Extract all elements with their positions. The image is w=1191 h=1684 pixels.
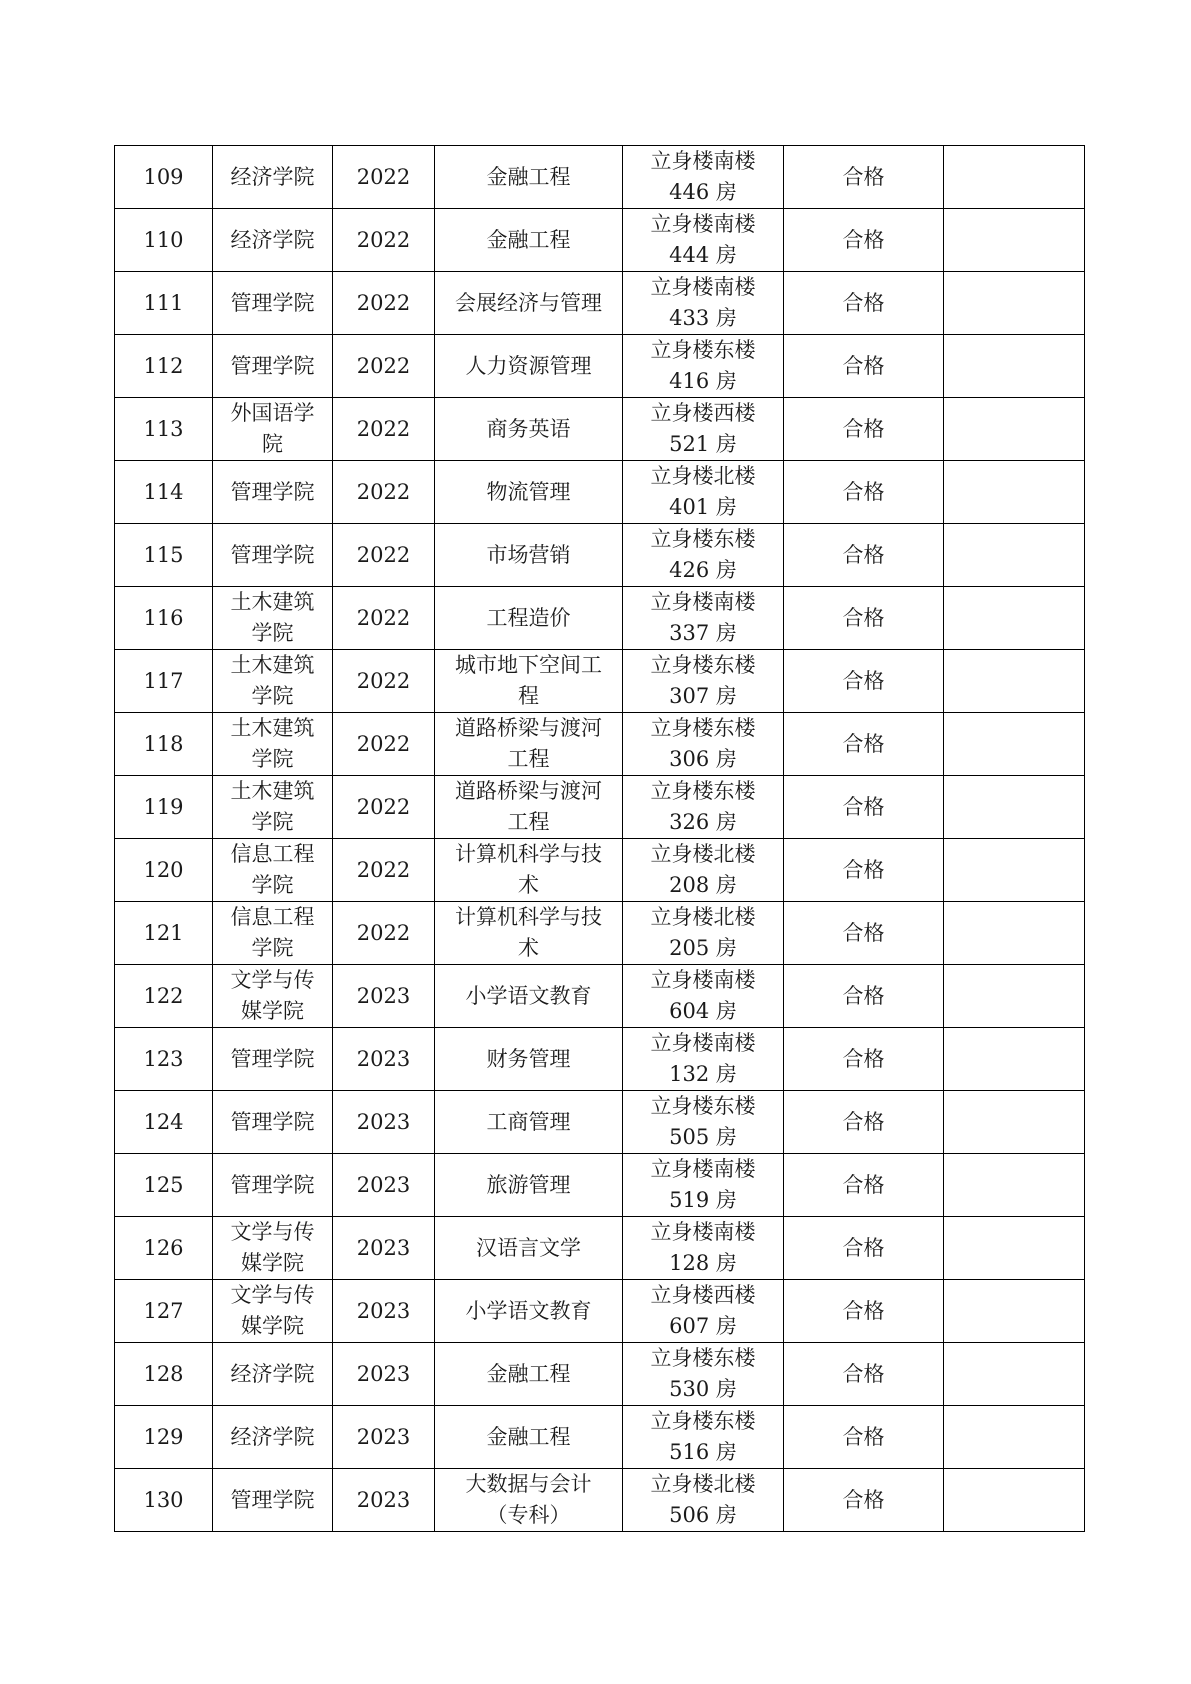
- cell-note: [944, 1028, 1085, 1091]
- cell-college: [213, 1091, 333, 1154]
- cell-room-line: 401 房: [669, 495, 737, 519]
- cell-college-line: 土木建筑: [230, 590, 315, 614]
- cell-number: 124: [115, 1091, 213, 1154]
- cell-year: 2023: [333, 1406, 435, 1469]
- cell-room-line: 307 房: [669, 684, 737, 708]
- cell-note: [944, 1280, 1085, 1343]
- cell-room: [623, 272, 784, 335]
- cell-major: [435, 776, 623, 839]
- cell-year: 2023: [333, 1091, 435, 1154]
- cell-college-line: 管理学院: [230, 353, 315, 378]
- cell-note: [944, 902, 1085, 965]
- table-row: [115, 1406, 1085, 1469]
- cell-major: [435, 1343, 623, 1406]
- cell-number: 119: [115, 776, 213, 839]
- cell-room: [623, 839, 784, 902]
- cell-number: 122: [115, 965, 213, 1028]
- cell-college-line: 学院: [251, 873, 294, 897]
- cell-major: [435, 335, 623, 398]
- table-row: [115, 587, 1085, 650]
- cell-major-line: 金融工程: [486, 227, 571, 252]
- cell-room-line: 607 房: [669, 1314, 737, 1338]
- cell-number: 118: [115, 713, 213, 776]
- cell-number: 113: [115, 398, 213, 461]
- cell-room-line: 444 房: [669, 243, 737, 267]
- cell-number: 121: [115, 902, 213, 965]
- cell-college: [213, 1280, 333, 1343]
- cell-room: [623, 1154, 784, 1217]
- cell-room-line: 立身楼南楼: [650, 968, 756, 992]
- cell-major-line: 金融工程: [486, 1361, 571, 1386]
- table-row: [115, 1091, 1085, 1154]
- table-row: [115, 335, 1085, 398]
- cell-note: [944, 209, 1085, 272]
- cell-major-line: 工商管理: [486, 1109, 571, 1134]
- cell-major-line: 金融工程: [486, 1424, 571, 1449]
- cell-college-line: 文学与传: [230, 968, 315, 992]
- cell-year: 2023: [333, 1028, 435, 1091]
- cell-result: 合格: [784, 1406, 944, 1469]
- cell-note: [944, 524, 1085, 587]
- cell-room: [623, 1469, 784, 1532]
- cell-room-line: 立身楼东楼: [650, 653, 756, 677]
- cell-college: [213, 524, 333, 587]
- cell-major-line: 大数据与会计: [465, 1472, 592, 1496]
- cell-major: [435, 1154, 623, 1217]
- cell-major-line: 物流管理: [486, 479, 571, 504]
- cell-room-line: 208 房: [669, 873, 737, 897]
- cell-note: [944, 146, 1085, 209]
- table-row: [115, 1028, 1085, 1091]
- cell-major-line: 术: [518, 873, 539, 897]
- cell-year: 2022: [333, 524, 435, 587]
- cell-major-line: 术: [518, 936, 539, 960]
- cell-major: [435, 839, 623, 902]
- cell-result: 合格: [784, 209, 944, 272]
- table-row: [115, 1154, 1085, 1217]
- cell-note: [944, 839, 1085, 902]
- cell-result: 合格: [784, 1343, 944, 1406]
- cell-major-line: 旅游管理: [486, 1172, 571, 1197]
- cell-year: 2023: [333, 965, 435, 1028]
- cell-college-line: 经济学院: [230, 1361, 315, 1386]
- cell-room-line: 416 房: [669, 369, 737, 393]
- cell-college-line: 经济学院: [230, 227, 315, 252]
- cell-major-line: 工程: [507, 747, 550, 771]
- cell-number: 120: [115, 839, 213, 902]
- cell-result: 合格: [784, 1091, 944, 1154]
- cell-room-line: 506 房: [669, 1503, 737, 1527]
- cell-major: [435, 1091, 623, 1154]
- cell-result: 合格: [784, 335, 944, 398]
- cell-college-line: 管理学院: [230, 1046, 315, 1071]
- cell-major: [435, 398, 623, 461]
- cell-room: [623, 1280, 784, 1343]
- cell-college-line: 管理学院: [230, 290, 315, 315]
- cell-year: 2022: [333, 398, 435, 461]
- cell-note: [944, 1217, 1085, 1280]
- cell-room-line: 立身楼东楼: [650, 716, 756, 740]
- table-row: [115, 146, 1085, 209]
- table-row: [115, 1217, 1085, 1280]
- cell-room-line: 205 房: [669, 936, 737, 960]
- table-row: [115, 902, 1085, 965]
- cell-note: [944, 965, 1085, 1028]
- cell-note: [944, 587, 1085, 650]
- cell-room: [623, 1091, 784, 1154]
- table-row: [115, 1343, 1085, 1406]
- cell-major-line: 道路桥梁与渡河: [455, 779, 602, 803]
- table-row: [115, 272, 1085, 335]
- cell-number: 110: [115, 209, 213, 272]
- cell-college: [213, 1343, 333, 1406]
- cell-result: 合格: [784, 776, 944, 839]
- cell-room-line: 立身楼西楼: [650, 401, 756, 425]
- cell-college: [213, 209, 333, 272]
- cell-note: [944, 461, 1085, 524]
- cell-result: 合格: [784, 1280, 944, 1343]
- cell-college-line: 学院: [251, 810, 294, 834]
- cell-year: 2022: [333, 650, 435, 713]
- cell-major: [435, 461, 623, 524]
- cell-year: 2022: [333, 209, 435, 272]
- cell-number: 129: [115, 1406, 213, 1469]
- cell-room: [623, 713, 784, 776]
- cell-college: [213, 272, 333, 335]
- cell-room-line: 立身楼东楼: [650, 1094, 756, 1118]
- cell-year: 2023: [333, 1154, 435, 1217]
- cell-major-line: 市场营销: [486, 542, 571, 567]
- cell-major-line: 人力资源管理: [465, 353, 592, 378]
- cell-room-line: 立身楼南楼: [650, 149, 756, 173]
- cell-year: 2022: [333, 776, 435, 839]
- cell-major: [435, 1406, 623, 1469]
- cell-college-line: 外国语学: [230, 401, 315, 425]
- cell-number: 111: [115, 272, 213, 335]
- cell-room-line: 立身楼北楼: [650, 1472, 756, 1496]
- cell-college-line: 管理学院: [230, 542, 315, 567]
- cell-room-line: 505 房: [669, 1125, 737, 1149]
- cell-major-line: 计算机科学与技: [455, 842, 602, 866]
- table-row: [115, 650, 1085, 713]
- cell-major-line: 小学语文教育: [465, 983, 592, 1008]
- cell-room: [623, 209, 784, 272]
- cell-major: [435, 650, 623, 713]
- cell-result: 合格: [784, 524, 944, 587]
- cell-result: 合格: [784, 839, 944, 902]
- table-row: [115, 524, 1085, 587]
- cell-college-line: 管理学院: [230, 1487, 315, 1512]
- cell-room-line: 立身楼北楼: [650, 905, 756, 929]
- cell-major-line: 程: [518, 684, 539, 708]
- cell-room: [623, 1343, 784, 1406]
- cell-result: 合格: [784, 965, 944, 1028]
- cell-room: [623, 524, 784, 587]
- table-row: [115, 776, 1085, 839]
- cell-room: [623, 776, 784, 839]
- cell-number: 114: [115, 461, 213, 524]
- cell-room: [623, 335, 784, 398]
- table-row: [115, 461, 1085, 524]
- cell-college: [213, 1469, 333, 1532]
- cell-number: 125: [115, 1154, 213, 1217]
- cell-major: [435, 209, 623, 272]
- cell-major-line: 会展经济与管理: [455, 290, 602, 315]
- cell-college-line: 学院: [251, 747, 294, 771]
- cell-result: 合格: [784, 146, 944, 209]
- cell-major: [435, 1217, 623, 1280]
- cell-room: [623, 461, 784, 524]
- cell-year: 2023: [333, 1217, 435, 1280]
- cell-college: [213, 1154, 333, 1217]
- cell-college: [213, 902, 333, 965]
- cell-room-line: 446 房: [669, 180, 737, 204]
- cell-note: [944, 1154, 1085, 1217]
- cell-college-line: 管理学院: [230, 1172, 315, 1197]
- cell-number: 117: [115, 650, 213, 713]
- cell-room-line: 604 房: [669, 999, 737, 1023]
- cell-major: [435, 272, 623, 335]
- table-row: [115, 1469, 1085, 1532]
- cell-room: [623, 902, 784, 965]
- cell-room-line: 立身楼南楼: [650, 212, 756, 236]
- cell-major-line: 汉语言文学: [476, 1235, 581, 1260]
- cell-room-line: 426 房: [669, 558, 737, 582]
- cell-college-line: 媒学院: [241, 1251, 304, 1275]
- cell-college: [213, 965, 333, 1028]
- cell-note: [944, 713, 1085, 776]
- cell-room: [623, 1406, 784, 1469]
- cell-room-line: 132 房: [669, 1062, 737, 1086]
- cell-college: [213, 1217, 333, 1280]
- cell-college: [213, 587, 333, 650]
- cell-college: [213, 1028, 333, 1091]
- cell-room-line: 433 房: [669, 306, 737, 330]
- cell-room-line: 516 房: [669, 1440, 737, 1464]
- cell-major: [435, 1469, 623, 1532]
- cell-year: 2022: [333, 146, 435, 209]
- cell-college-line: 媒学院: [241, 1314, 304, 1338]
- cell-room: [623, 1217, 784, 1280]
- cell-major-line: 财务管理: [486, 1046, 571, 1071]
- cell-result: 合格: [784, 902, 944, 965]
- cell-note: [944, 776, 1085, 839]
- cell-year: 2023: [333, 1469, 435, 1532]
- cell-college-line: 信息工程: [230, 842, 315, 866]
- cell-college-line: 土木建筑: [230, 716, 315, 740]
- cell-result: 合格: [784, 1028, 944, 1091]
- cell-room: [623, 965, 784, 1028]
- table-body: [115, 146, 1085, 1532]
- cell-number: 123: [115, 1028, 213, 1091]
- cell-year: 2023: [333, 1343, 435, 1406]
- cell-note: [944, 1469, 1085, 1532]
- cell-result: 合格: [784, 398, 944, 461]
- cell-college-line: 文学与传: [230, 1220, 315, 1244]
- cell-major-line: （专科）: [486, 1503, 571, 1527]
- cell-college-line: 信息工程: [230, 905, 315, 929]
- cell-college-line: 经济学院: [230, 164, 315, 189]
- cell-number: 109: [115, 146, 213, 209]
- cell-number: 126: [115, 1217, 213, 1280]
- cell-note: [944, 272, 1085, 335]
- cell-major-line: 商务英语: [486, 416, 571, 441]
- cell-college-line: 媒学院: [241, 999, 304, 1023]
- cell-college-line: 管理学院: [230, 1109, 315, 1134]
- cell-college: [213, 776, 333, 839]
- cell-major-line: 工程造价: [486, 605, 571, 630]
- cell-room: [623, 1028, 784, 1091]
- cell-major: [435, 713, 623, 776]
- cell-room-line: 326 房: [669, 810, 737, 834]
- cell-room-line: 立身楼东楼: [650, 779, 756, 803]
- cell-year: 2022: [333, 272, 435, 335]
- cell-college-line: 经济学院: [230, 1424, 315, 1449]
- cell-college-line: 土木建筑: [230, 779, 315, 803]
- cell-major: [435, 1280, 623, 1343]
- table-row: [115, 713, 1085, 776]
- cell-college: [213, 461, 333, 524]
- cell-result: 合格: [784, 650, 944, 713]
- cell-result: 合格: [784, 1469, 944, 1532]
- cell-number: 127: [115, 1280, 213, 1343]
- cell-major: [435, 1028, 623, 1091]
- cell-college-line: 管理学院: [230, 479, 315, 504]
- cell-room-line: 立身楼北楼: [650, 464, 756, 488]
- cell-result: 合格: [784, 1154, 944, 1217]
- cell-major-line: 城市地下空间工: [455, 653, 602, 677]
- cell-room-line: 337 房: [669, 621, 737, 645]
- cell-major-line: 计算机科学与技: [455, 905, 602, 929]
- cell-room-line: 521 房: [669, 432, 737, 456]
- cell-note: [944, 335, 1085, 398]
- cell-major-line: 金融工程: [486, 164, 571, 189]
- cell-room: [623, 650, 784, 713]
- table-row: [115, 398, 1085, 461]
- cell-room: [623, 398, 784, 461]
- cell-college: [213, 650, 333, 713]
- cell-room-line: 立身楼东楼: [650, 527, 756, 551]
- cell-number: 112: [115, 335, 213, 398]
- cell-college-line: 文学与传: [230, 1283, 315, 1307]
- cell-college: [213, 146, 333, 209]
- cell-college: [213, 713, 333, 776]
- cell-year: 2022: [333, 902, 435, 965]
- cell-room-line: 立身楼东楼: [650, 1409, 756, 1433]
- cell-number: 116: [115, 587, 213, 650]
- cell-note: [944, 1343, 1085, 1406]
- cell-college: [213, 398, 333, 461]
- cell-room-line: 306 房: [669, 747, 737, 771]
- cell-note: [944, 1406, 1085, 1469]
- dormitory-inspection-table: [114, 145, 1085, 1532]
- cell-college: [213, 1406, 333, 1469]
- cell-major-line: 小学语文教育: [465, 1298, 592, 1323]
- cell-major: [435, 902, 623, 965]
- cell-room-line: 519 房: [669, 1188, 737, 1212]
- cell-note: [944, 650, 1085, 713]
- cell-room-line: 530 房: [669, 1377, 737, 1401]
- table-row: [115, 839, 1085, 902]
- table-row: [115, 209, 1085, 272]
- cell-college: [213, 335, 333, 398]
- cell-room: [623, 587, 784, 650]
- cell-college-line: 院: [262, 432, 283, 456]
- cell-major-line: 工程: [507, 810, 550, 834]
- cell-room-line: 立身楼北楼: [650, 842, 756, 866]
- cell-result: 合格: [784, 713, 944, 776]
- cell-major-line: 道路桥梁与渡河: [455, 716, 602, 740]
- cell-year: 2022: [333, 461, 435, 524]
- cell-result: 合格: [784, 587, 944, 650]
- cell-room: [623, 146, 784, 209]
- cell-number: 115: [115, 524, 213, 587]
- cell-year: 2022: [333, 587, 435, 650]
- cell-room-line: 立身楼南楼: [650, 1157, 756, 1181]
- cell-room-line: 立身楼南楼: [650, 590, 756, 614]
- cell-result: 合格: [784, 461, 944, 524]
- cell-room-line: 立身楼南楼: [650, 275, 756, 299]
- cell-number: 128: [115, 1343, 213, 1406]
- cell-year: 2022: [333, 335, 435, 398]
- cell-room-line: 立身楼东楼: [650, 1346, 756, 1370]
- cell-room-line: 128 房: [669, 1251, 737, 1275]
- cell-major: [435, 524, 623, 587]
- cell-year: 2023: [333, 1280, 435, 1343]
- cell-room-line: 立身楼南楼: [650, 1220, 756, 1244]
- cell-room-line: 立身楼西楼: [650, 1283, 756, 1307]
- cell-college-line: 学院: [251, 936, 294, 960]
- cell-college-line: 学院: [251, 684, 294, 708]
- cell-result: 合格: [784, 1217, 944, 1280]
- cell-room-line: 立身楼南楼: [650, 1031, 756, 1055]
- cell-number: 130: [115, 1469, 213, 1532]
- table-row: [115, 965, 1085, 1028]
- cell-major: [435, 587, 623, 650]
- cell-room-line: 立身楼东楼: [650, 338, 756, 362]
- cell-year: 2022: [333, 839, 435, 902]
- cell-year: 2022: [333, 713, 435, 776]
- cell-college-line: 学院: [251, 621, 294, 645]
- cell-college: [213, 839, 333, 902]
- cell-major: [435, 965, 623, 1028]
- cell-note: [944, 398, 1085, 461]
- table-row: [115, 1280, 1085, 1343]
- cell-note: [944, 1091, 1085, 1154]
- cell-college-line: 土木建筑: [230, 653, 315, 677]
- cell-major: [435, 146, 623, 209]
- cell-result: 合格: [784, 272, 944, 335]
